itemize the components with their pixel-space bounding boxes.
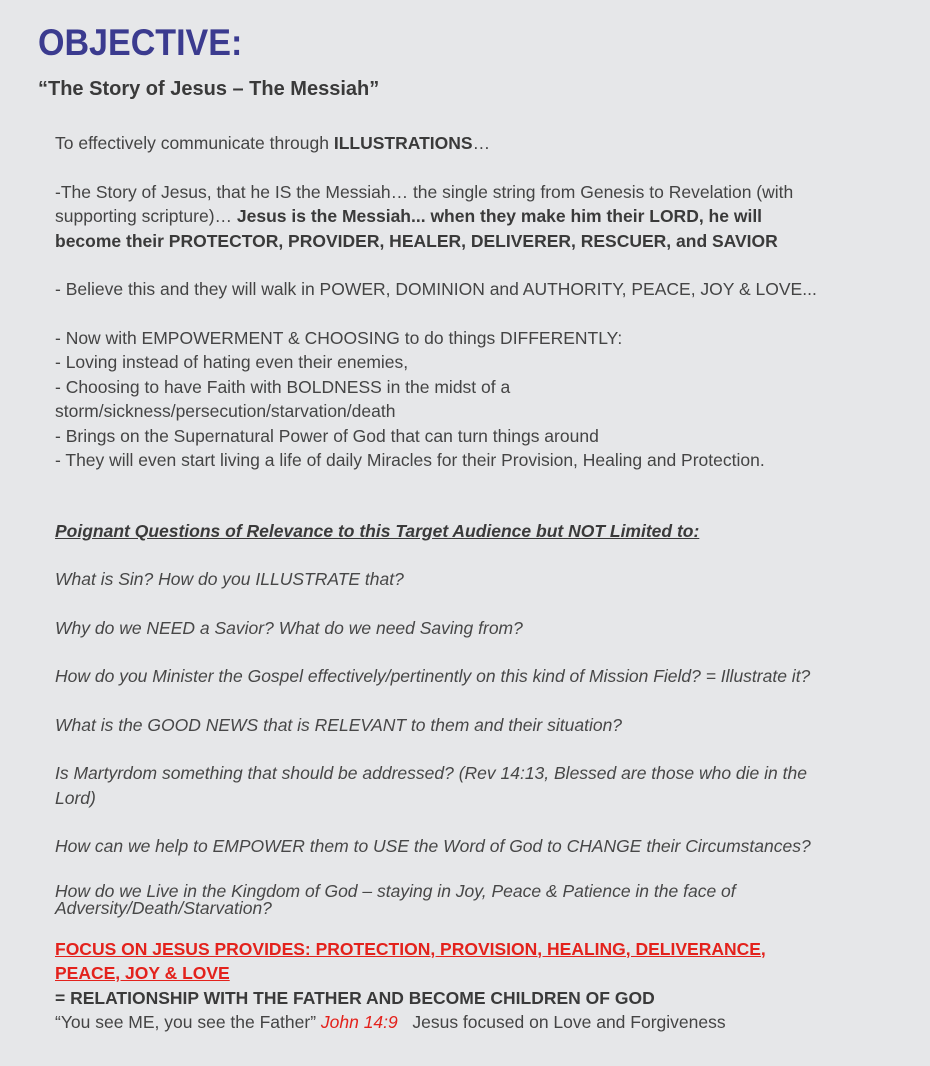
- believe-line: - Believe this and they will walk in POWER, DOMINION and AUTHORITY, PEACE, JOY & LOVE...: [55, 279, 817, 299]
- focus-statement: FOCUS ON JESUS PROVIDES: PROTECTION, PROVISION, HEALING, DELIVERANCE, PEACE, JOY & LOVE: [55, 938, 766, 983]
- scripture-reference: John 14:9: [320, 1012, 398, 1032]
- empowerment-line: - Loving instead of hating even their enemies,: [55, 352, 409, 372]
- empowerment-line: storm/sickness/persecution/starvation/death: [55, 401, 396, 421]
- question-item: How can we help to EMPOWER them to USE the Word of God to CHANGE their Circumstances?: [55, 836, 811, 856]
- questions-heading: Poignant Questions of Relevance to this Target Audience but NOT Limited to:: [55, 520, 700, 541]
- story-line-2: [55, 206, 762, 226]
- story-line-2-bold: Jesus is the Messiah... when they make him their LORD, he will: [236, 206, 763, 226]
- question-item: What is the GOOD NEWS that is RELEVANT to them and their situation?: [55, 714, 623, 735]
- empowerment-line: - Now with EMPOWERMENT & CHOOSING to do things DIFFERENTLY:: [55, 327, 623, 348]
- quote-text: “You see ME, you see the Father”: [55, 1012, 321, 1032]
- question-item: Is Martyrdom something that should be addressed? (Rev 14:13, Blessed are those who die in the Lord): [55, 763, 807, 808]
- question-line: How do we Live in the Kingdom of God – staying in Joy, Peace & Patience in the face of: [55, 880, 736, 901]
- intro-lead: To effectively communicate through: [55, 133, 334, 153]
- intro-trail: …: [472, 133, 491, 153]
- question-item: What is Sin? How do you ILLUSTRATE that?: [55, 569, 404, 589]
- page-title: OBJECTIVE:: [38, 22, 243, 63]
- quote-line: [55, 1010, 855, 1035]
- intro-paragraph: [55, 131, 855, 156]
- question-item: [55, 880, 855, 918]
- story-line-3: become their PROTECTOR, PROVIDER, HEALER, DELIVERER, RESCUER, and SAVIOR: [55, 230, 778, 251]
- empowerment-list: [55, 326, 855, 473]
- empowerment-line: - Brings on the Supernatural Power of God that can turn things around: [55, 425, 599, 446]
- story-paragraph: [55, 180, 855, 254]
- question-line: Adversity/Death/Starvation?: [55, 897, 272, 918]
- question-item: Why do we NEED a Savior? What do we need Saving from?: [55, 617, 523, 638]
- story-line-1: -The Story of Jesus, that he IS the Messiah… the single string from Genesis to Revelation (with: [55, 181, 794, 202]
- page-subtitle: “The Story of Jesus – The Messiah”: [38, 78, 380, 100]
- quote-after: Jesus focused on Love and Forgiveness: [397, 1012, 726, 1032]
- empowerment-line: - Choosing to have Faith with BOLDNESS in the midst of a: [55, 376, 511, 397]
- question-item: How do you Minister the Gospel effectively/pertinently on this kind of Mission Field? = Illustrate it?: [55, 666, 811, 686]
- relationship-statement: = RELATIONSHIP WITH THE FATHER AND BECOME CHILDREN OF GOD: [55, 987, 655, 1008]
- intro-bold: ILLUSTRATIONS: [333, 133, 473, 153]
- empowerment-line: - They will even start living a life of daily Miracles for their Provision, Healing and Protection.: [55, 450, 765, 470]
- slide-body: [55, 131, 855, 1035]
- story-line-2-plain: supporting scripture)…: [55, 206, 237, 226]
